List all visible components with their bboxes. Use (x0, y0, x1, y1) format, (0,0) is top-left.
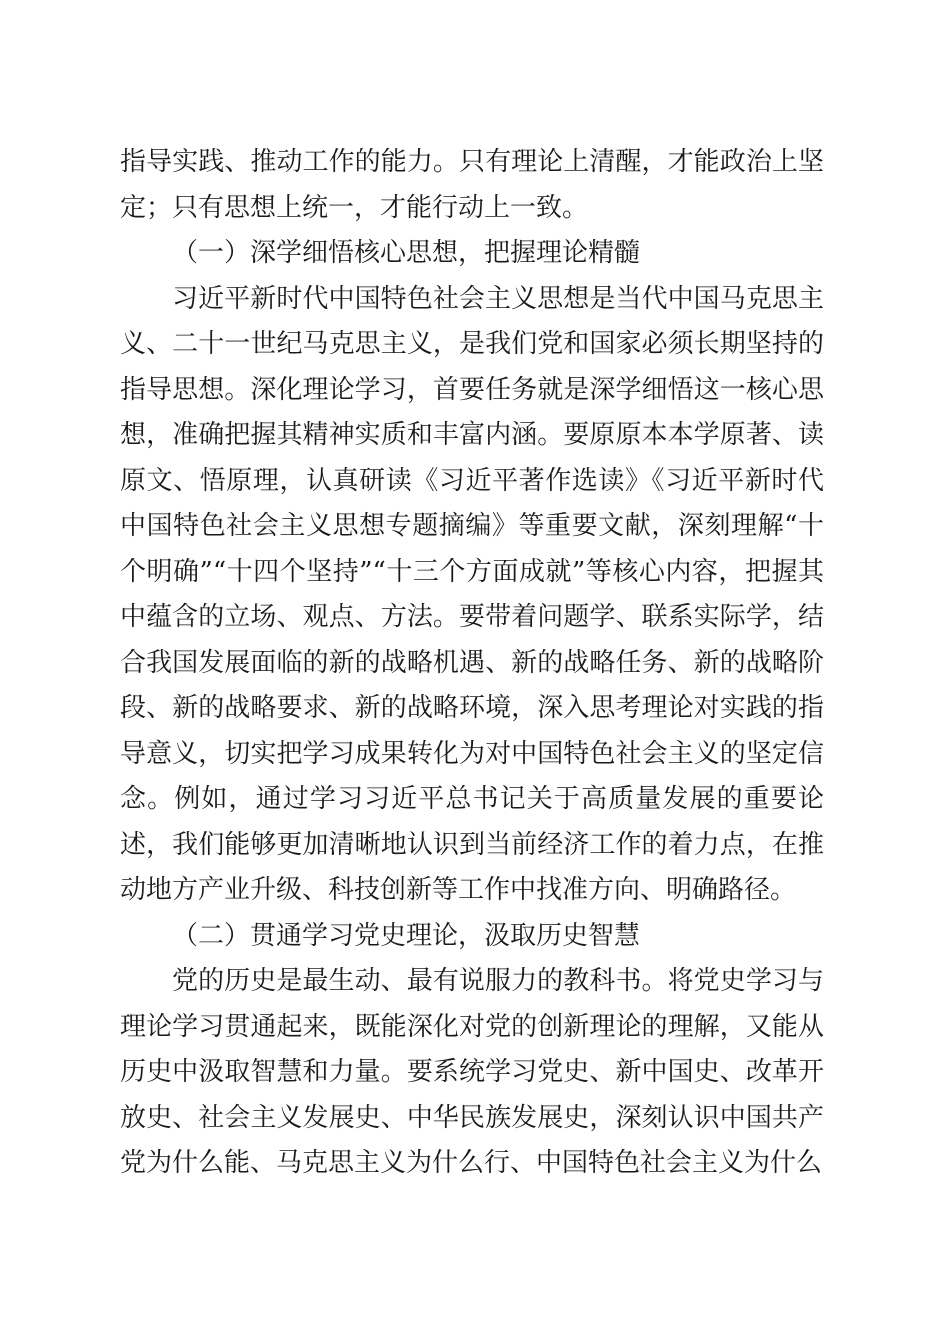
paragraph-core-thought: 习近平新时代中国特色社会主义思想是当代中国马克思主义、二十一世纪马克思主义，是我们党和国家必须长期坚持的指导思想。深化理论学习，首要任务就是深学细悟这一核心思想，准确把握其精神实质和丰富内涵。要原原本本学原著、读原文、悟原理，认真研读《习近平著作选读》《习近平新时代中国特色社会主义思想专题摘编》等重要文献，深刻理解“十个明确”“十四个坚持”“十三个方面成就”等核心内容，把握其中蕴含的立场、观点、方法。要带着问题学、联系实际学，结合我国发展面临的新的战略机遇、新的战略任务、新的战略阶段、新的战略要求、新的战略环境，深入思考理论对实践的指导意义，切实把学习成果转化为对中国特色社会主义的坚定信念。例如，通过学习习近平总书记关于高质量发展的重要论述，我们能够更加清晰地认识到当前经济工作的着力点，在推动地方产业升级、科技创新等工作中找准方向、明确路径。 (120, 283, 824, 905)
paragraph-party-history: 党的历史是最生动、最有说服力的教科书。将党史学习与理论学习贯通起来，既能深化对党的创新理论的理解，又能从历史中汲取智慧和力量。要系统学习党史、新中国史、改革开放史、社会主义发展史、中华民族发展史，深刻认识中国共产党为什么能、马克思主义为什么行、中国特色社会主义为什么 (120, 966, 824, 1178)
section-heading-2: （二）贯通学习党史理论，汲取历史智慧 (172, 920, 641, 951)
paragraph-continuation: 指导实践、推动工作的能力。只有理论上清醒，才能政治上坚定；只有思想上统一，才能行动上一致。 (120, 147, 824, 223)
document-body (120, 140, 824, 1187)
section-heading-1: （一）深学细悟核心思想，把握理论精髓 (172, 238, 641, 268)
